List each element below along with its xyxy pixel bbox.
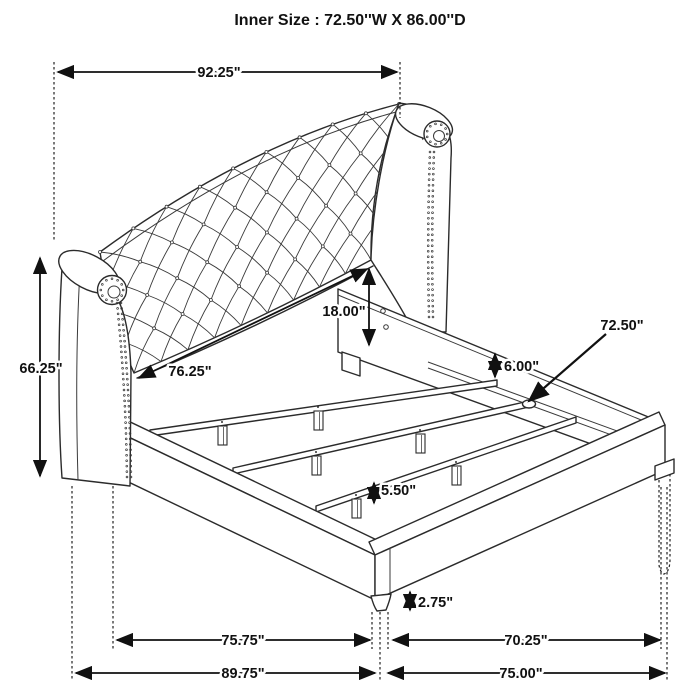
dim-inner-foot-width-label: 70.25" [504,633,548,649]
front-leg [371,594,391,611]
dim-side-rail-label: 75.75" [221,633,265,649]
dim-rail-height-label: 18.00" [322,304,366,320]
dim-slat-leg-label: 5.50" [381,483,417,499]
slat-rail-junction [523,400,536,408]
dim-foot-leg-label: 2.75" [418,595,454,611]
dim-slat-drop-label: 6.00" [504,359,540,375]
dim-overall-width-label: 92.25" [197,65,241,81]
near-side-rail-face [118,432,375,600]
dim-overall-foot-width-label: 75.00" [499,666,543,682]
dim-headboard-width-label: 76.25" [168,364,212,380]
dim-inner-width-label: 72.50" [600,318,644,334]
dim-overall-depth-label: 89.75" [221,666,265,682]
dim-headboard-height-label: 66.25" [19,361,63,377]
headboard-left-wing [52,241,132,486]
inner-size-title: Inner Size : 72.50''W X 86.00''D [234,12,466,29]
rear-right-leg [655,459,674,574]
